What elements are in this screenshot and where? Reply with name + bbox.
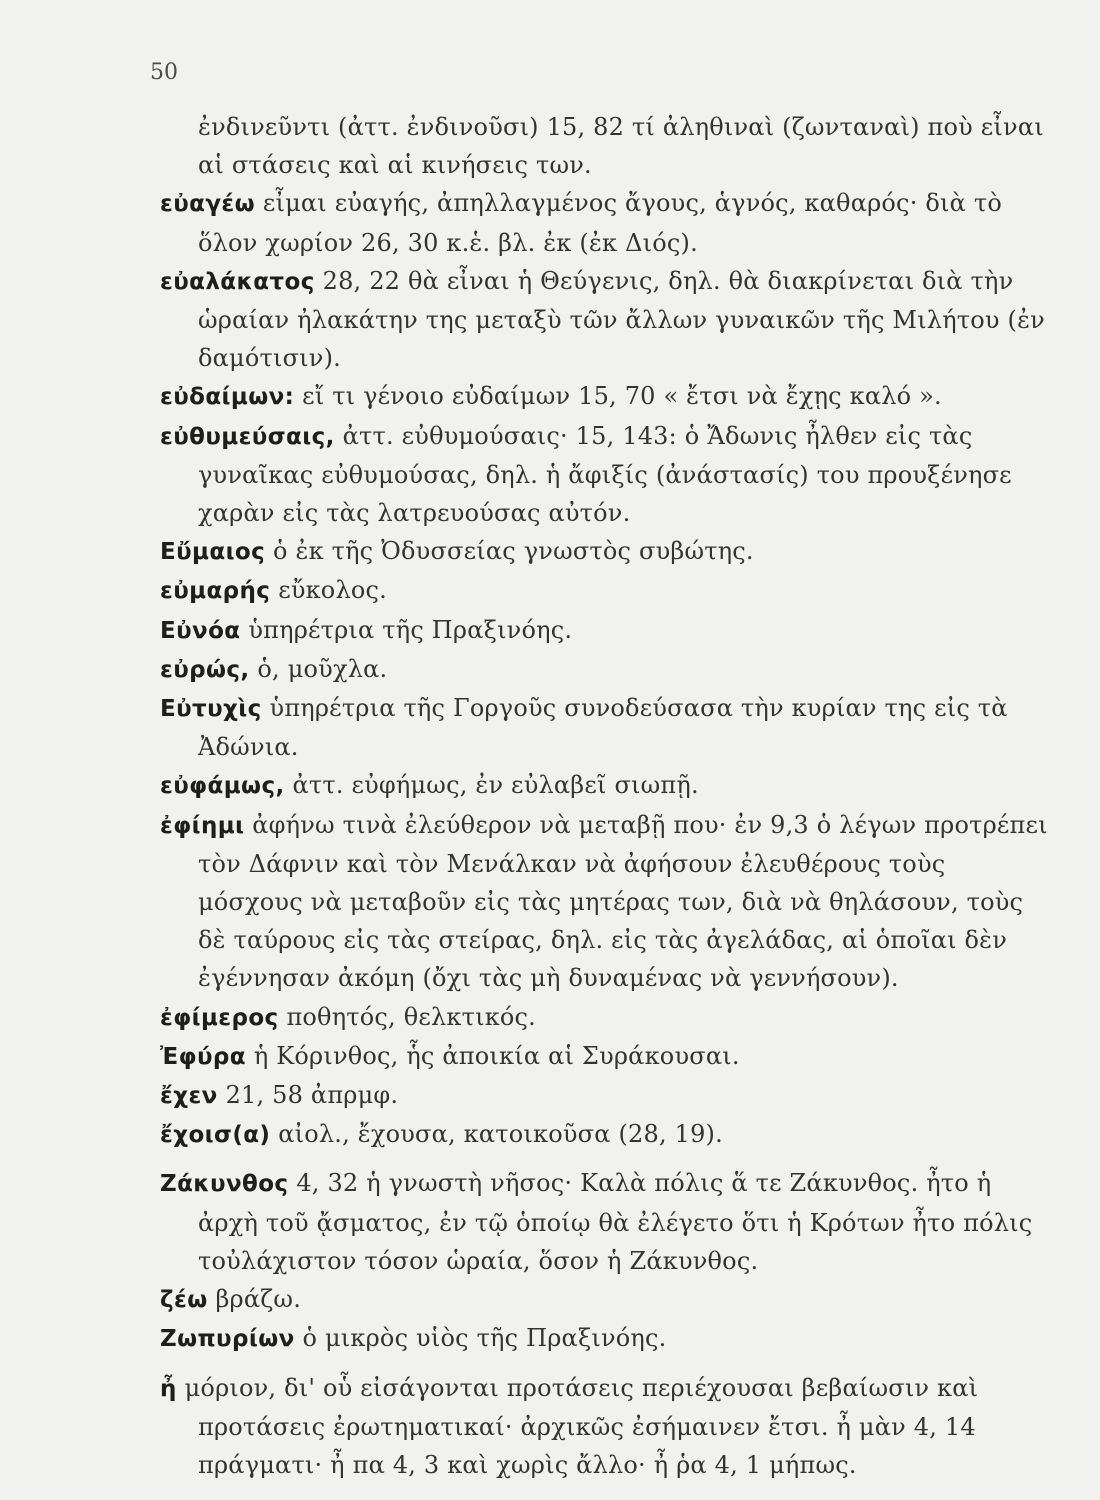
entry-definition: ὑπηρέτρια τῆς Γοργοῦς συνοδεύσασα τὴν κυρίαν της εἰς τὰ Ἀδώνια. (198, 694, 1008, 762)
glossary-entry (160, 262, 1050, 378)
entry-definition: ποθητός, θελκτικός. (286, 1002, 537, 1031)
entry-headword: εὐρώς, (160, 656, 250, 683)
entry-headword: ἔχεν (160, 1083, 218, 1110)
entry-definition: 28, 22 θὰ εἶναι ἡ Θεύγενις, δηλ. θὰ διακρίνεται διὰ τὴν ὡραίαν ἠλακάτην της μεταξὺ τῶν ἄλλων γυναικῶν τῆς Μιλήτου (ἐν δαμότισιν). (198, 266, 1045, 373)
entry-definition: ὁ μικρὸς υἱὸς τῆς Πραξινόης. (302, 1324, 667, 1353)
glossary-entry (160, 998, 1050, 1037)
glossary-entry (160, 689, 1050, 766)
entry-headword: ἐφίημι (160, 812, 245, 839)
entry-definition: 21, 58 ἀπρμφ. (225, 1081, 399, 1110)
entry-headword: ἔχοισ(α) (160, 1122, 271, 1149)
entry-headword: ἦ (160, 1375, 177, 1402)
entry-definition: ἡ Κόρινθος, ἧς ἀποικία αἱ Συράκουσαι. (253, 1041, 740, 1070)
entry-headword: ζέω (160, 1287, 208, 1314)
entry-definition: ἀττ. εὐφήμως, ἐν εὐλαβεῖ σιωπῇ. (292, 771, 699, 800)
entry-definition: ὁ, μοῦχλα. (257, 654, 388, 683)
glossary-entry (160, 417, 1050, 533)
entry-definition: αἰολ., ἔχουσα, κατοικοῦσα (28, 19). (278, 1120, 723, 1149)
glossary-entry (160, 1280, 1050, 1319)
glossary-entry (160, 650, 1050, 689)
glossary-entry-continuation (160, 108, 1050, 184)
glossary-entry (160, 806, 1050, 998)
glossary-entry (160, 184, 1050, 261)
entry-headword: εὐδαίμων: (160, 384, 295, 411)
glossary-entry (160, 1164, 1050, 1280)
entry-definition: ἀττ. εὐθυμούσαις· 15, 143: ὁ Ἄδωνις ἦλθεν εἰς τὰς γυναῖκας εὐθυμούσας, δηλ. ἡ ἄφιξίς (ἀνάστασίς) του προυξένησε χαρὰν εἰς τὰς λατρευούσας αὐτόν. (198, 421, 1012, 528)
entry-definition: βράζω. (215, 1285, 302, 1314)
glossary-entry (160, 611, 1050, 650)
entry-headword: ἐφίμερος (160, 1004, 279, 1031)
glossary-entry (160, 1115, 1050, 1154)
entry-definition: ὑπηρέτρια τῆς Πραξινόης. (248, 615, 573, 644)
entry-headword: Εὐτυχὶς (160, 696, 262, 723)
entry-headword: Ζάκυνθος (160, 1171, 289, 1198)
entry-definition: εἶμαι εὐαγής, ἀπηλλαγμένος ἄγους, ἁγνός, καθαρός· διὰ τὸ ὅλον χωρίον 26, 30 κ.ἑ. βλ. ἐκ (ἐκ Διός). (198, 189, 1002, 257)
entry-headword: Ἐφύρα (160, 1043, 246, 1070)
entry-headword: Ζωπυρίων (160, 1326, 295, 1353)
glossary-entry (160, 766, 1050, 805)
page-number: 50 (150, 60, 178, 85)
glossary-entry (160, 1319, 1050, 1358)
entry-headword: εὐαλάκατος (160, 268, 315, 295)
glossary-entry (160, 532, 1050, 571)
entry-headword: Εὐνόα (160, 617, 241, 644)
entry-headword: εὐμαρής (160, 578, 271, 605)
glossary-entry (160, 571, 1050, 610)
glossary-entry (160, 1076, 1050, 1115)
glossary-text (160, 108, 1050, 1484)
entry-headword: Εὔμαιος (160, 539, 266, 566)
entry-definition: μόριον, δι' οὗ εἰσάγονται προτάσεις περιέχουσαι βεβαίωσιν καὶ προτάσεις ἐρωτηματικαί· ἀρχικῶς ἐσήμαινεν ἔτσι. ἦ μὰν 4, 14 πράγματι· ἦ πα 4, 3 καὶ χωρὶς ἄλλο· ἦ ῥα 4, 1 μήπως. (184, 1373, 979, 1479)
entry-definition: ἀφήνω τινὰ ἐλεύθερον νὰ μεταβῇ που· ἐν 9,3 ὁ λέγων προτρέπει τὸν Δάφνιν καὶ τὸν Μενάλκαν νὰ ἀφήσουν ἐλευθέρους τοὺς μόσχους νὰ μεταβοῦν εἰς τὰς μητέρας των, διὰ νὰ θηλάσουν, τοὺς δὲ ταύρους εἰς τὰς στείρας, δηλ. εἰς τὰς ἀγελάδας, αἱ ὁποῖαι δὲν ἐγέννησαν ἀκόμη (ὄχι τὰς μὴ δυναμένας νὰ γεννήσουν). (198, 810, 1048, 993)
entry-headword: εὐθυμεύσαις, (160, 423, 335, 450)
entry-definition: εὔκολος. (278, 576, 387, 605)
glossary-entry (160, 1037, 1050, 1076)
entry-headword: εὐαγέω (160, 191, 255, 218)
entry-definition: ἐνδινεῦντι (ἀττ. ἐνδινοῦσι) 15, 82 τί ἀληθιναὶ (ζωνταναὶ) ποὺ εἶναι αἱ στάσεις καὶ αἱ κινήσεις των. (198, 113, 1044, 180)
glossary-entry (160, 1369, 1050, 1485)
entry-definition: εἴ τι γένοιο εὐδαίμων 15, 70 « ἔτσι νὰ ἔχῃς καλό ». (302, 382, 942, 411)
glossary-entry (160, 377, 1050, 416)
entry-headword: εὐφάμως, (160, 773, 285, 800)
entry-definition: ὁ ἐκ τῆς Ὀδυσσείας γνωστὸς συβώτης. (273, 537, 754, 566)
entry-definition: 4, 32 ἡ γνωστὴ νῆσος· Καλὰ πόλις ἅ τε Ζάκυνθος. ἦτο ἡ ἀρχὴ τοῦ ᾄσματος, ἐν τῷ ὁποίῳ θὰ ἐλέγετο ὅτι ἡ Κρότων ἦτο πόλις τοὐλάχιστον τόσον ὡραία, ὅσον ἡ Ζάκυνθος. (198, 1169, 1033, 1275)
